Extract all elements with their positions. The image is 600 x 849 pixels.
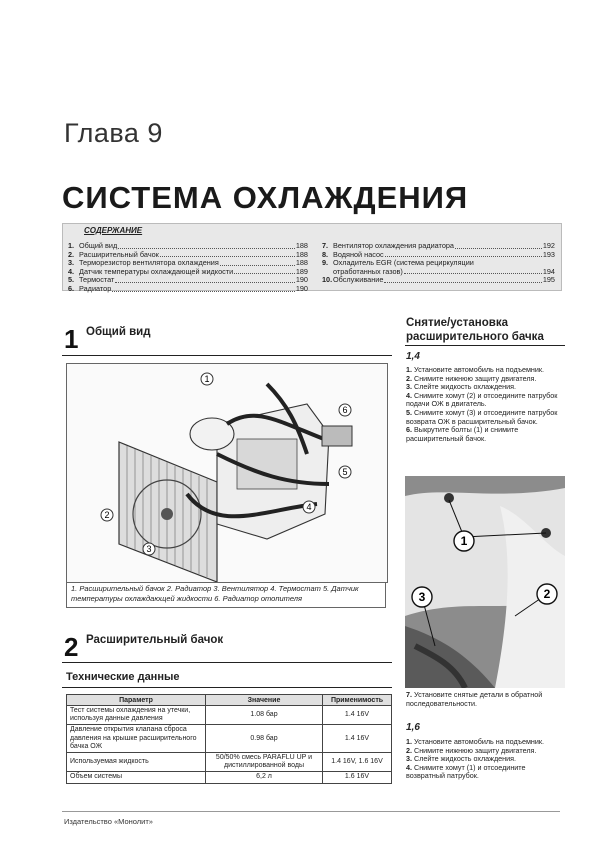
cooling-system-diagram <box>66 363 388 583</box>
toc-entry-number: 9. <box>322 258 329 268</box>
step-text: Снимите нижнюю защиту двигателя. <box>414 745 537 755</box>
heater-core-drawing <box>322 426 352 446</box>
table-cell: Объем системы <box>67 772 206 783</box>
callout-5: 5 <box>342 467 348 477</box>
toc-entry-label: Датчик температуры охлаждающей жидкости <box>79 266 234 276</box>
step-item <box>406 426 564 443</box>
toc-entry-number: 6. <box>68 283 75 293</box>
column-header: Применимость <box>323 695 392 706</box>
step-item <box>406 409 564 426</box>
toc-entry-label: Вентилятор охлаждения радиатора <box>333 241 454 250</box>
toc-entry-number: 1. <box>68 241 75 250</box>
step-text: Снимите хомут (2) и отсоедините патрубок подачи ОЖ в двигатель. <box>406 390 558 409</box>
table-row <box>67 772 392 783</box>
callout-4: 4 <box>306 502 312 512</box>
column-header: Значение <box>206 695 323 706</box>
tech-data-table <box>66 694 392 784</box>
table-cell: Используемая жидкость <box>67 753 206 772</box>
toc-right-column <box>322 242 555 285</box>
toc-entry-page: 188 <box>295 258 308 268</box>
steps-list-2 <box>406 738 564 781</box>
toc-entry-label: Радиатор <box>79 283 112 293</box>
table-row <box>67 753 392 772</box>
step-item <box>406 764 564 781</box>
table-cell: 1.6 16V <box>323 772 392 783</box>
step-number: 3. <box>406 382 412 392</box>
photo-callout-2: 2 <box>543 587 551 601</box>
toc-entry-number: 7. <box>322 241 329 250</box>
page-title: СИСТЕМА ОХЛАЖДЕНИЯ <box>62 180 469 215</box>
step-text: Установите снятые детали в обратной последовательности. <box>406 690 543 708</box>
toc-entry-number: 4. <box>68 266 75 276</box>
table-cell: 6,2 л <box>206 772 323 783</box>
step-item <box>406 392 564 409</box>
table-cell: 1.4 16V, 1.6 16V <box>323 753 392 772</box>
toc-entry-page: 188 <box>295 249 308 259</box>
toc-entry-page: 192 <box>542 241 555 250</box>
toc-entry-number: 3. <box>68 258 75 268</box>
table-cell: Давление открытия клапана сброса давления на крышке расширительного бачка ОЖ <box>67 725 206 753</box>
table-cell: 50/50% смесь PARAFLU UP и дистиллированной воды <box>206 753 323 772</box>
toc-entry-page: 190 <box>295 283 308 293</box>
step-number: 3. <box>406 754 412 764</box>
toc-left-column <box>68 242 308 294</box>
step-number: 6. <box>406 425 412 435</box>
toc-leader-dots <box>385 251 542 258</box>
section-rule <box>62 355 392 356</box>
table-row <box>67 706 392 725</box>
right-title-line-2: расширительного бачка <box>406 331 544 343</box>
toc-leader-dots <box>118 242 295 249</box>
table-cell: 1.08 бар <box>206 706 323 725</box>
toc-entry-label: Терморезистор вентилятора охлаждения <box>79 258 219 268</box>
step-text: Снимите хомут (3) и отсоедините патрубок возврата ОЖ в расширительный бачок. <box>406 407 558 426</box>
toc-leader-dots <box>384 276 541 283</box>
step-number: 1. <box>406 737 412 746</box>
steps-list-1 <box>406 366 564 443</box>
toc-entry-label: Термостат <box>79 275 115 285</box>
step-number: 1. <box>406 365 412 374</box>
table-cell: 1.4 16V <box>323 706 392 725</box>
section-title: Общий вид <box>86 326 151 338</box>
section-number: 2 <box>64 632 79 662</box>
table-cell: 0.98 бар <box>206 725 323 753</box>
column-header: Параметр <box>67 695 206 706</box>
table-header-row <box>67 695 392 706</box>
step-text: Снимите хомут (1) и отсоедините возвратный патрубок. <box>406 762 526 781</box>
toc-entry-page: 195 <box>542 275 555 285</box>
toc-entry-label: Расширительный бачок <box>79 249 159 259</box>
tank-photo <box>405 476 565 688</box>
section-title: Расширительный бачок <box>86 634 224 646</box>
engine-subheading: 1,4 <box>406 351 420 362</box>
table-row <box>67 725 392 753</box>
toc-entry-page: 194 <box>542 266 555 276</box>
step-text: Установите автомобиль на подъемник. <box>414 365 545 374</box>
toc-entry-label: Общий вид <box>79 241 118 250</box>
step-number: 4. <box>406 390 412 400</box>
toc-leader-dots <box>115 276 294 283</box>
diagram-svg <box>67 364 387 582</box>
toc-entry-label: Охладитель EGR (система рециркуляции <box>333 258 474 268</box>
photo-callout-3: 3 <box>418 590 426 604</box>
toc-leader-dots <box>160 251 295 258</box>
toc-entry-number: 5. <box>68 275 75 285</box>
table-cell: Тест системы охлаждения на утечки, используя данные давления <box>67 706 206 725</box>
toc-heading: СОДЕРЖАНИЕ <box>84 226 143 235</box>
step-text: Выкрутите болты (1) и снимите расширительный бачок. <box>406 425 519 443</box>
toc-entry-number: 8. <box>322 249 329 259</box>
step-number: 2. <box>406 745 412 755</box>
toc-entry-page: 190 <box>295 275 308 285</box>
publisher-footer: Издательство «Монолит» <box>64 817 153 826</box>
radiator-drawing <box>119 442 217 582</box>
toc-entry-page: 189 <box>295 266 308 276</box>
toc-entry-number: 10. <box>322 275 333 285</box>
toc-leader-dots <box>234 268 295 275</box>
photo-callout-1: 1 <box>460 534 468 548</box>
step-7 <box>406 691 564 708</box>
tank-photo-svg <box>405 476 565 688</box>
right-title-line-1: Снятие/установка <box>406 317 508 329</box>
callout-1: 1 <box>204 374 210 384</box>
table-cell: 1.4 16V <box>323 725 392 753</box>
toc-leader-dots <box>455 242 542 249</box>
toc-entry-page: 193 <box>542 249 555 259</box>
toc-leader-dots <box>404 268 542 275</box>
step-text: Слейте жидкость охлаждения. <box>414 754 517 764</box>
right-title-rule <box>405 345 565 346</box>
step-text: Установите автомобиль на подъемник. <box>414 737 545 746</box>
section-rule <box>62 662 392 663</box>
step-number: 2. <box>406 373 412 383</box>
toc-entry[interactable] <box>322 276 555 285</box>
step-text: Слейте жидкость охлаждения. <box>414 382 517 392</box>
footer-rule <box>62 811 560 812</box>
tech-rule <box>62 687 392 688</box>
section-number: 1 <box>64 324 79 354</box>
engine-subheading: 1,6 <box>406 722 420 733</box>
toc-entry-label: Водяной насос <box>333 249 384 259</box>
step-text: Снимите нижнюю защиту двигателя. <box>414 373 537 383</box>
callout-3: 3 <box>146 544 152 554</box>
step-number: 5. <box>406 407 412 417</box>
callout-6: 6 <box>342 405 348 415</box>
toc-leader-dots <box>112 285 295 292</box>
toc-entry-page: 188 <box>295 241 308 250</box>
callout-2: 2 <box>104 510 110 520</box>
toc-leader-dots <box>220 259 295 266</box>
tech-data-heading: Технические данные <box>66 671 180 683</box>
toc-entry-number: 2. <box>68 249 75 259</box>
toc-entry[interactable] <box>68 285 308 294</box>
step-number: 4. <box>406 762 412 772</box>
right-section-title <box>406 316 576 344</box>
diagram-caption: 1. Расширительный бачок 2. Радиатор 3. Вентилятор 4. Термостат 5. Датчик температуры охлаждающей жидкости 6. Радиатор отопителя <box>66 582 386 608</box>
step-number: 7. <box>406 690 412 699</box>
toc-entry-label: отработанных газов) <box>333 266 403 276</box>
chapter-label: Глава 9 <box>64 118 163 148</box>
toc-entry-label: Обслуживание <box>333 275 384 285</box>
